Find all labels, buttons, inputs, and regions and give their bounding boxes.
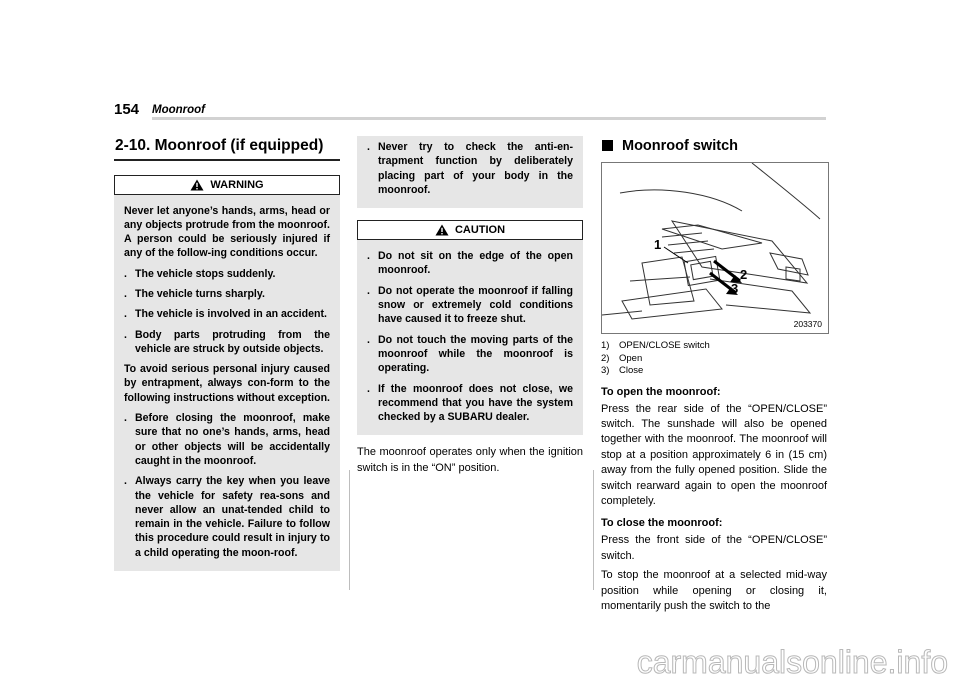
warning-box-continued [357,136,583,208]
warning-label: WARNING [210,178,264,191]
caution-header [357,220,583,240]
overhead-console-illustration [602,163,828,333]
figure-captions [601,340,827,378]
callout-2: 2 [740,267,748,282]
warning-box [114,175,340,572]
running-title: Moonroof [152,104,206,116]
warning-instruction: . Never try to check the anti-en-trapment function by deliberately placing part of your body in the moonroof. [367,141,573,196]
column-divider [593,470,594,590]
section-rule [114,159,340,161]
close-heading: To close the moonroof: [601,517,723,530]
page-number: 154 [114,101,140,118]
warning-header [114,175,340,195]
warning-condition: . Body parts protruding from the vehicle are struck by outside objects. [124,328,330,355]
warning-avoid-text: To avoid serious personal injury caused by entrapment, always con-form to the following instructions without exception. [124,363,330,404]
warning-triangle-icon [190,179,204,191]
moonroof-switch-figure [601,162,829,334]
caution-item: . Do not sit on the edge of the open moonroof. [367,250,573,277]
stop-text: To stop the moonroof at a selected mid-way position while opening or closing it, momentarily push the switch to the [601,569,827,612]
warning-intro: Never let anyone’s hands, arms, head or any objects protrude from the moonroof. A person could be seriously injured if any of the follow-ing conditions occur. [124,204,330,260]
column-left [114,136,340,571]
caption-item: 1) OPEN/CLOSE switch [601,340,710,351]
caution-item: . If the moonroof does not close, we recommend that you have the system checked by a SUBARU dealer. [367,382,573,424]
section-title: 2-10. Moonroof (if equipped) [115,137,324,154]
warning-condition: . The vehicle is involved in an accident. [124,308,327,321]
warning-condition: . The vehicle stops suddenly. [124,267,276,280]
caption-item: 2) Open [601,352,643,364]
callout-3: 3 [731,281,739,296]
caution-triangle-icon [435,224,449,236]
close-text: Press the front side of the “OPEN/CLOSE” switch. [601,534,827,562]
ignition-note: The moonroof operates only when the ignition switch is in the “ON” position. [357,446,583,474]
section-square-icon [602,140,613,151]
switch-section-title: Moonroof switch [602,136,827,156]
caution-box [357,220,583,435]
watermark-text: carmanualsonline.info [636,644,948,680]
open-heading: To open the moonroof: [601,385,721,398]
column-divider [349,470,350,590]
watermark [590,642,950,687]
figure-code: 203370 [793,319,822,329]
column-right [601,136,827,614]
caution-label: CAUTION [454,224,506,237]
header-rule [152,117,826,120]
column-middle [357,136,583,476]
open-text: Press the rear side of the “OPEN/CLOSE” switch. The sunshade will also be opened together with the moonroof. The moonroof will stop at a position approximately 6 in (15 cm) away from the fully opened position. Slide the switch rearward again to open the moonroof completely. [601,402,827,507]
caution-item: . Do not touch the moving parts of the moonroof while the moonroof is operating. [367,333,573,375]
warning-condition: . The vehicle turns sharply. [124,287,265,300]
caution-item: . Do not operate the moonroof if falling snow or extremely cold conditions have caused it to freeze shut. [367,284,573,326]
callout-1: 1 [654,237,662,252]
warning-instruction: . Before closing the moonroof, make sure that no one’s hands, arms, head or other objects will be accidentally caught in the moonroof. [124,412,330,467]
warning-instruction: . Always carry the key when you leave the vehicle for safety rea-sons and never allow an unat-tended child to remain in the vehicle. Failure to follow this procedure could result in injury to a child operating the moon-roof. [124,475,330,559]
caption-item: 3) Close [601,365,644,376]
